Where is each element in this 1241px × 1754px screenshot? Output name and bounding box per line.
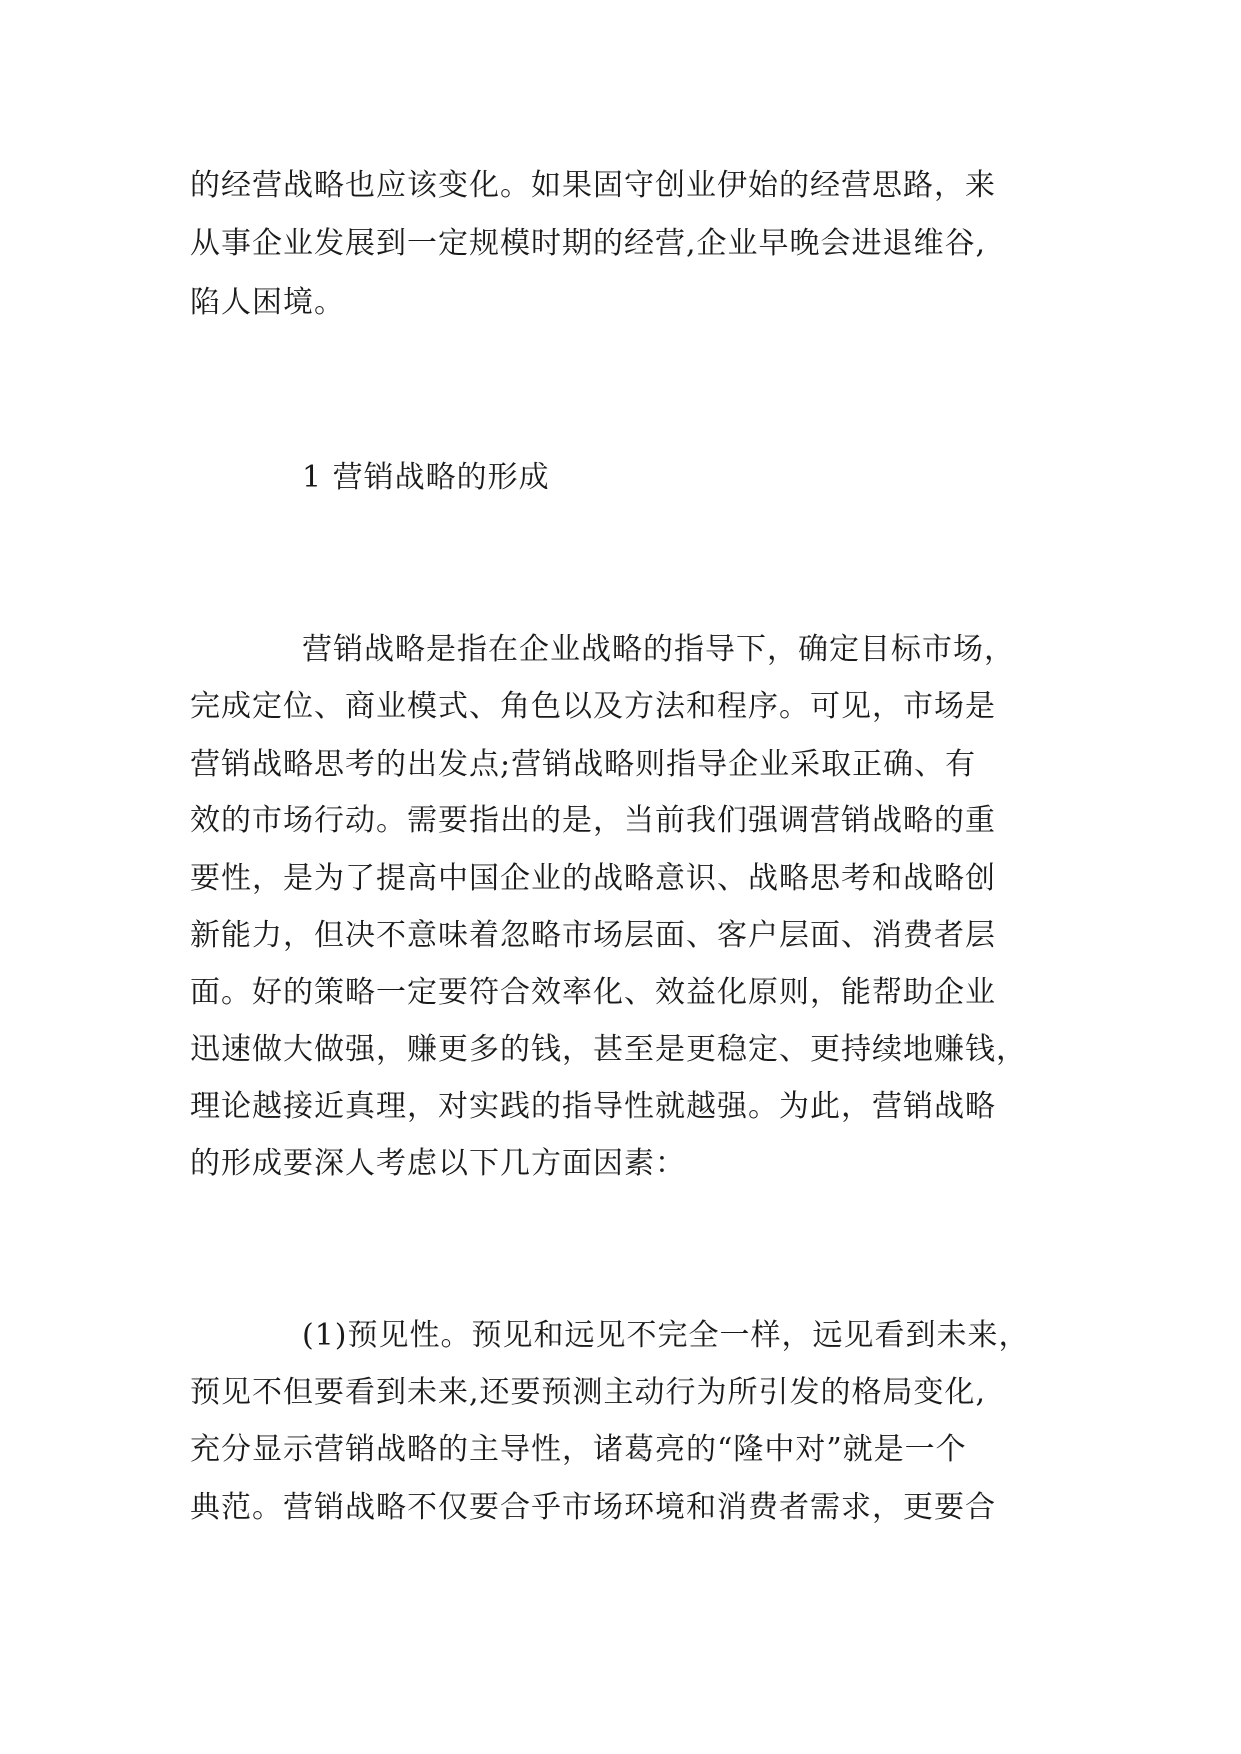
paragraph-line: 理论越接近真理，对实践的指导性就越强。为此，营销战略 (190, 1089, 996, 1124)
intro-line: 的经营战略也应该变化。如果固守创业伊始的经营思路，来 (190, 168, 996, 203)
paragraph-line: (1)预见性。预见和远见不完全一样，远见看到未来， (302, 1318, 1030, 1353)
paragraph-line: 面。好的策略一定要符合效率化、效益化原则，能帮助企业 (190, 975, 996, 1010)
paragraph-line: 营销战略思考的出发点;营销战略则指导企业采取正确、有 (190, 747, 977, 782)
section-heading: 1 营销战略的形成 (302, 460, 550, 495)
paragraph-line: 效的市场行动。需要指出的是，当前我们强调营销战略的重 (190, 803, 996, 838)
intro-line: 陷人困境。 (190, 285, 345, 320)
paragraph-line: 的形成要深人考虑以下几方面因素： (190, 1146, 686, 1181)
paragraph-line: 充分显示营销战略的主导性，诸葛亮的“隆中对”就是一个 (190, 1432, 967, 1467)
paragraph-line: 完成定位、商业模式、角色以及方法和程序。可见，市场是 (190, 689, 996, 724)
paragraph-line: 要性，是为了提高中国企业的战略意识、战略思考和战略创 (190, 861, 996, 896)
paragraph-line: 迅速做大做强，赚更多的钱，甚至是更稳定、更持续地赚钱， (190, 1032, 1027, 1067)
paragraph-line: 典范。营销战略不仅要合乎市场环境和消费者需求，更要合 (190, 1490, 996, 1525)
paragraph-line: 营销战略是指在企业战略的指导下，确定目标市场， (302, 632, 1015, 667)
paragraph-line: 预见不但要看到未来,还要预测主动行为所引发的格局变化, (190, 1375, 987, 1410)
paragraph-line: 新能力，但决不意味着忽略市场层面、客户层面、消费者层 (190, 918, 996, 953)
intro-line: 从事企业发展到一定规模时期的经营,企业早晚会进退维谷, (190, 226, 987, 261)
